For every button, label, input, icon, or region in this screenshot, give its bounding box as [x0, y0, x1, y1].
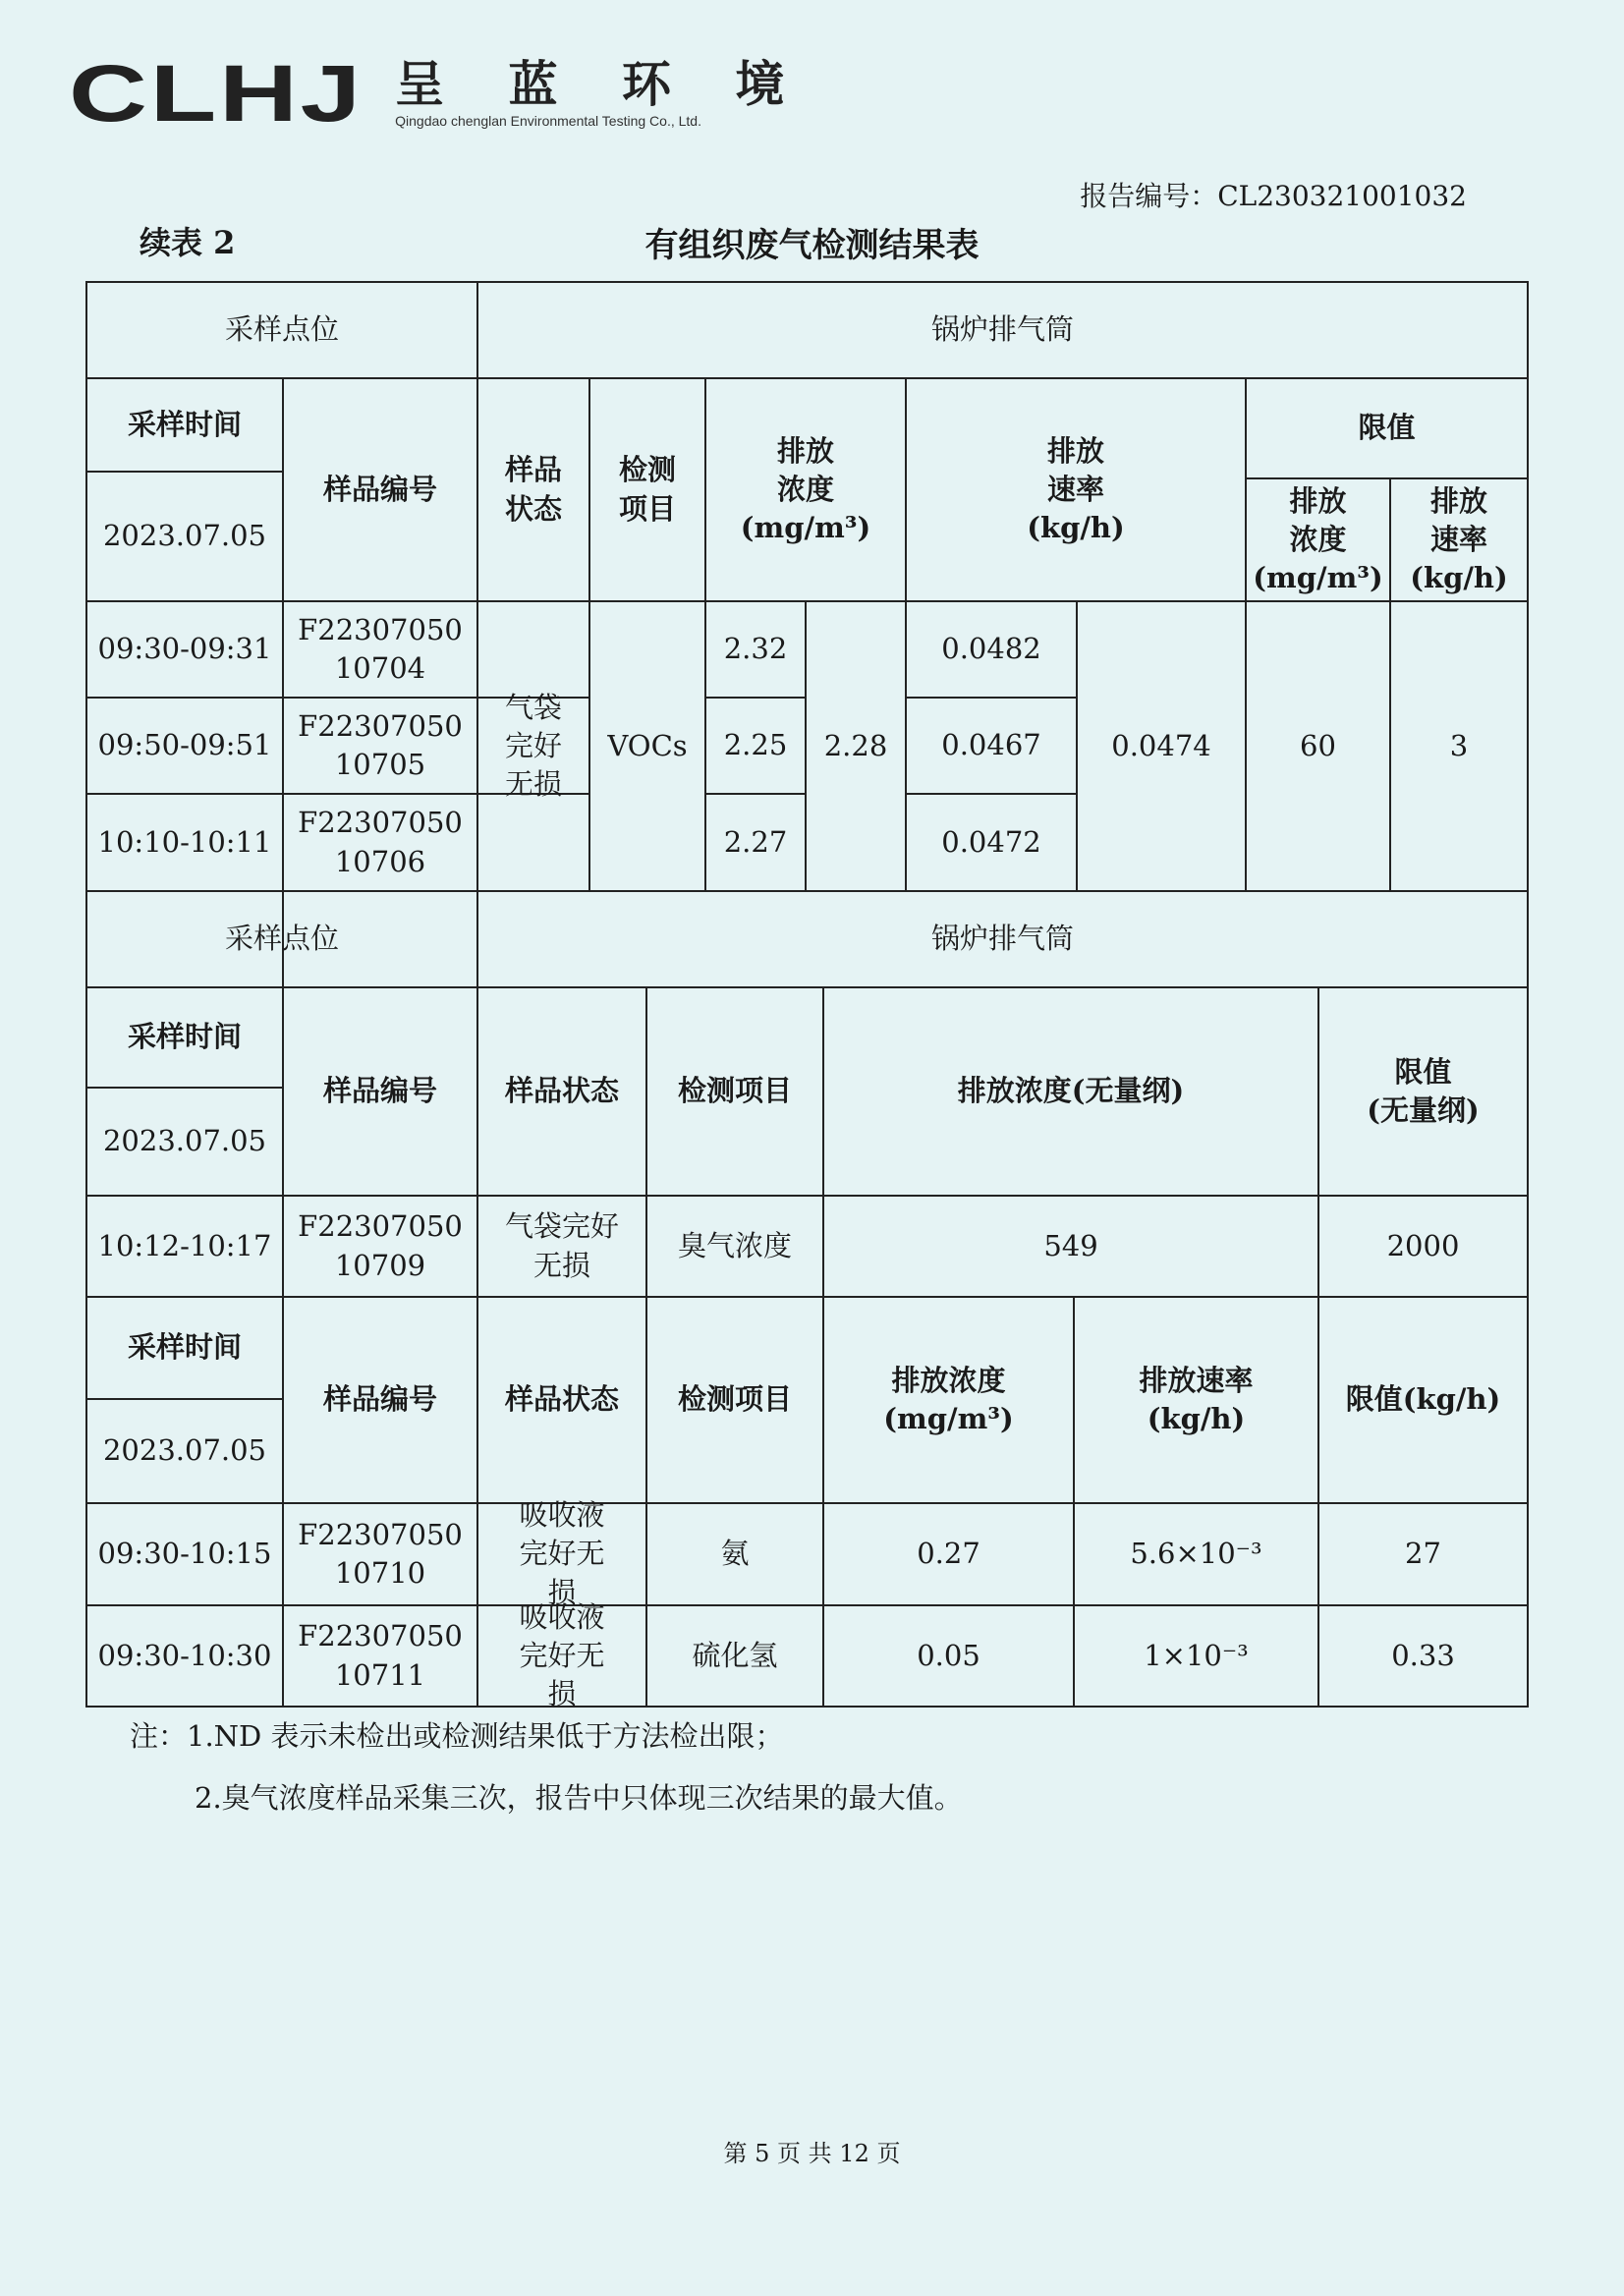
- t1-header-limit: 限值: [1358, 411, 1416, 445]
- note-1: 注：1.ND 表示未检出或检测结果低于方法检出限；: [130, 1719, 784, 1753]
- t1-header-emission-conc: 排放浓度: [776, 433, 834, 506]
- t1-header-sampling-point: 采样点位: [224, 312, 339, 347]
- t1-header-emission-rate-unit: (kg/h): [1027, 511, 1125, 545]
- t1-sample-state: 气袋完好无损: [504, 690, 562, 802]
- t2-header-limit: 限值: [1394, 1054, 1452, 1089]
- t2-row-time: 10:12-10:17: [97, 1228, 272, 1262]
- logo-name-en: Qingdao chenglan Environmental Testing Co., Ltd.: [395, 113, 701, 129]
- t3-row2-time: 09:30-10:30: [97, 1638, 272, 1672]
- t3-header-test-item: 检测项目: [677, 1382, 792, 1417]
- t1-avg-rate: 0.0474: [1111, 728, 1211, 762]
- t1-header-test-item: 检测项目: [618, 453, 676, 526]
- t1-row2-rate: 0.0467: [941, 728, 1041, 762]
- t2-sampling-date: 2023.07.05: [102, 1124, 267, 1158]
- t1-row1-rate: 0.0482: [941, 632, 1041, 666]
- page-footer: 第 5 页 共 12 页: [723, 2140, 901, 2167]
- t1-row3-time: 10:10-10:11: [97, 824, 272, 859]
- t1-header-limit-rate-unit: (kg/h): [1410, 561, 1508, 595]
- logo-mark: CLHJ: [69, 49, 364, 139]
- t1-sampling-date: 2023.07.05: [102, 519, 267, 553]
- t3-header-emission-rate-unit: (kg/h): [1147, 1402, 1246, 1435]
- t1-limit-rate: 3: [1449, 728, 1469, 762]
- t3-row2-rate: 1×10⁻³: [1144, 1638, 1249, 1672]
- t2-header-sampling-point: 采样点位: [224, 922, 339, 956]
- t2-header-sample-state: 样品状态: [504, 1074, 619, 1108]
- t1-row2-conc: 2.25: [723, 728, 788, 762]
- t3-row1-test-item: 氨: [720, 1537, 750, 1571]
- t3-header-sample-state: 样品状态: [504, 1382, 619, 1417]
- t2-row-conc: 549: [1043, 1228, 1098, 1262]
- t2-row-sample-id: F2230705010709: [298, 1209, 463, 1282]
- t1-avg-conc: 2.28: [823, 728, 888, 762]
- t1-header-sample-id: 样品编号: [322, 472, 437, 506]
- t1-header-emission-rate: 排放速率: [1046, 433, 1104, 506]
- t3-header-sample-id: 样品编号: [322, 1382, 437, 1417]
- t2-sampling-point-value: 锅炉排气筒: [930, 922, 1074, 956]
- t1-test-item: VOCs: [607, 728, 688, 762]
- t1-header-limit-conc: 排放浓度: [1289, 483, 1347, 556]
- t1-row3-conc: 2.27: [723, 824, 788, 859]
- t3-row2-conc: 0.05: [917, 1638, 980, 1672]
- t1-header-sampling-time: 采样时间: [127, 407, 242, 441]
- t3-row1-conc: 0.27: [917, 1537, 980, 1571]
- t1-header-limit-conc-unit: (mg/m³): [1253, 561, 1383, 595]
- t1-limit-conc: 60: [1300, 728, 1336, 762]
- t1-row2-time: 09:50-09:51: [97, 728, 272, 762]
- t2-row-limit: 2000: [1386, 1228, 1460, 1262]
- t1-row1-time: 09:30-09:31: [97, 632, 272, 666]
- t1-row1-sample-id: F2230705010704: [298, 612, 463, 685]
- t3-row2-sample-id: F2230705010711: [298, 1619, 463, 1692]
- t3-row2-sample-state: 吸收液完好无损: [519, 1599, 605, 1711]
- report-number: 报告编号：CL230321001032: [1080, 180, 1467, 212]
- t1-row1-conc: 2.32: [723, 632, 788, 666]
- t1-sampling-point-value: 锅炉排气筒: [930, 312, 1074, 347]
- t1-header-emission-conc-unit: (mg/m³): [740, 511, 871, 545]
- t2-header-emission-conc: 排放浓度(无量纲): [957, 1074, 1185, 1108]
- t3-header-sampling-time: 采样时间: [127, 1330, 242, 1365]
- t3-header-emission-conc: 排放浓度: [891, 1363, 1006, 1397]
- t2-row-sample-state: 气袋完好无损: [505, 1209, 620, 1282]
- t1-header-limit-rate: 排放速率: [1429, 483, 1487, 556]
- t2-header-sampling-time: 采样时间: [127, 1020, 242, 1054]
- document-title: 有组织废气检测结果表: [644, 226, 980, 265]
- logo-name-cn: 呈 蓝 环 境: [395, 56, 809, 113]
- t3-sampling-date: 2023.07.05: [102, 1433, 267, 1468]
- t3-header-limit: 限值(kg/h): [1345, 1382, 1501, 1417]
- t1-row3-rate: 0.0472: [941, 824, 1041, 859]
- t3-header-emission-conc-unit: (mg/m³): [883, 1402, 1014, 1435]
- t3-row1-sample-state: 吸收液完好无损: [519, 1498, 605, 1609]
- t2-header-test-item: 检测项目: [677, 1074, 792, 1108]
- t2-header-sample-id: 样品编号: [322, 1074, 437, 1108]
- t3-row1-limit: 27: [1405, 1537, 1441, 1571]
- continuation-label: 续表 2: [140, 224, 236, 261]
- t1-row2-sample-id: F2230705010705: [298, 708, 463, 781]
- note-2: 2.臭气浓度样品采集三次，报告中只体现三次结果的最大值。: [195, 1781, 963, 1815]
- t2-header-limit-unit: (无量纲): [1367, 1093, 1480, 1127]
- t3-row2-limit: 0.33: [1391, 1638, 1455, 1672]
- t2-row-test-item: 臭气浓度: [677, 1228, 792, 1262]
- t3-header-emission-rate: 排放速率: [1139, 1363, 1254, 1397]
- t3-row2-test-item: 硫化氢: [692, 1638, 778, 1672]
- t1-header-sample-state: 样品状态: [504, 453, 562, 526]
- t1-row3-sample-id: F2230705010706: [298, 806, 463, 878]
- t3-row1-rate: 5.6×10⁻³: [1130, 1537, 1262, 1571]
- t3-row1-time: 09:30-10:15: [97, 1537, 272, 1571]
- t3-row1-sample-id: F2230705010710: [298, 1517, 463, 1590]
